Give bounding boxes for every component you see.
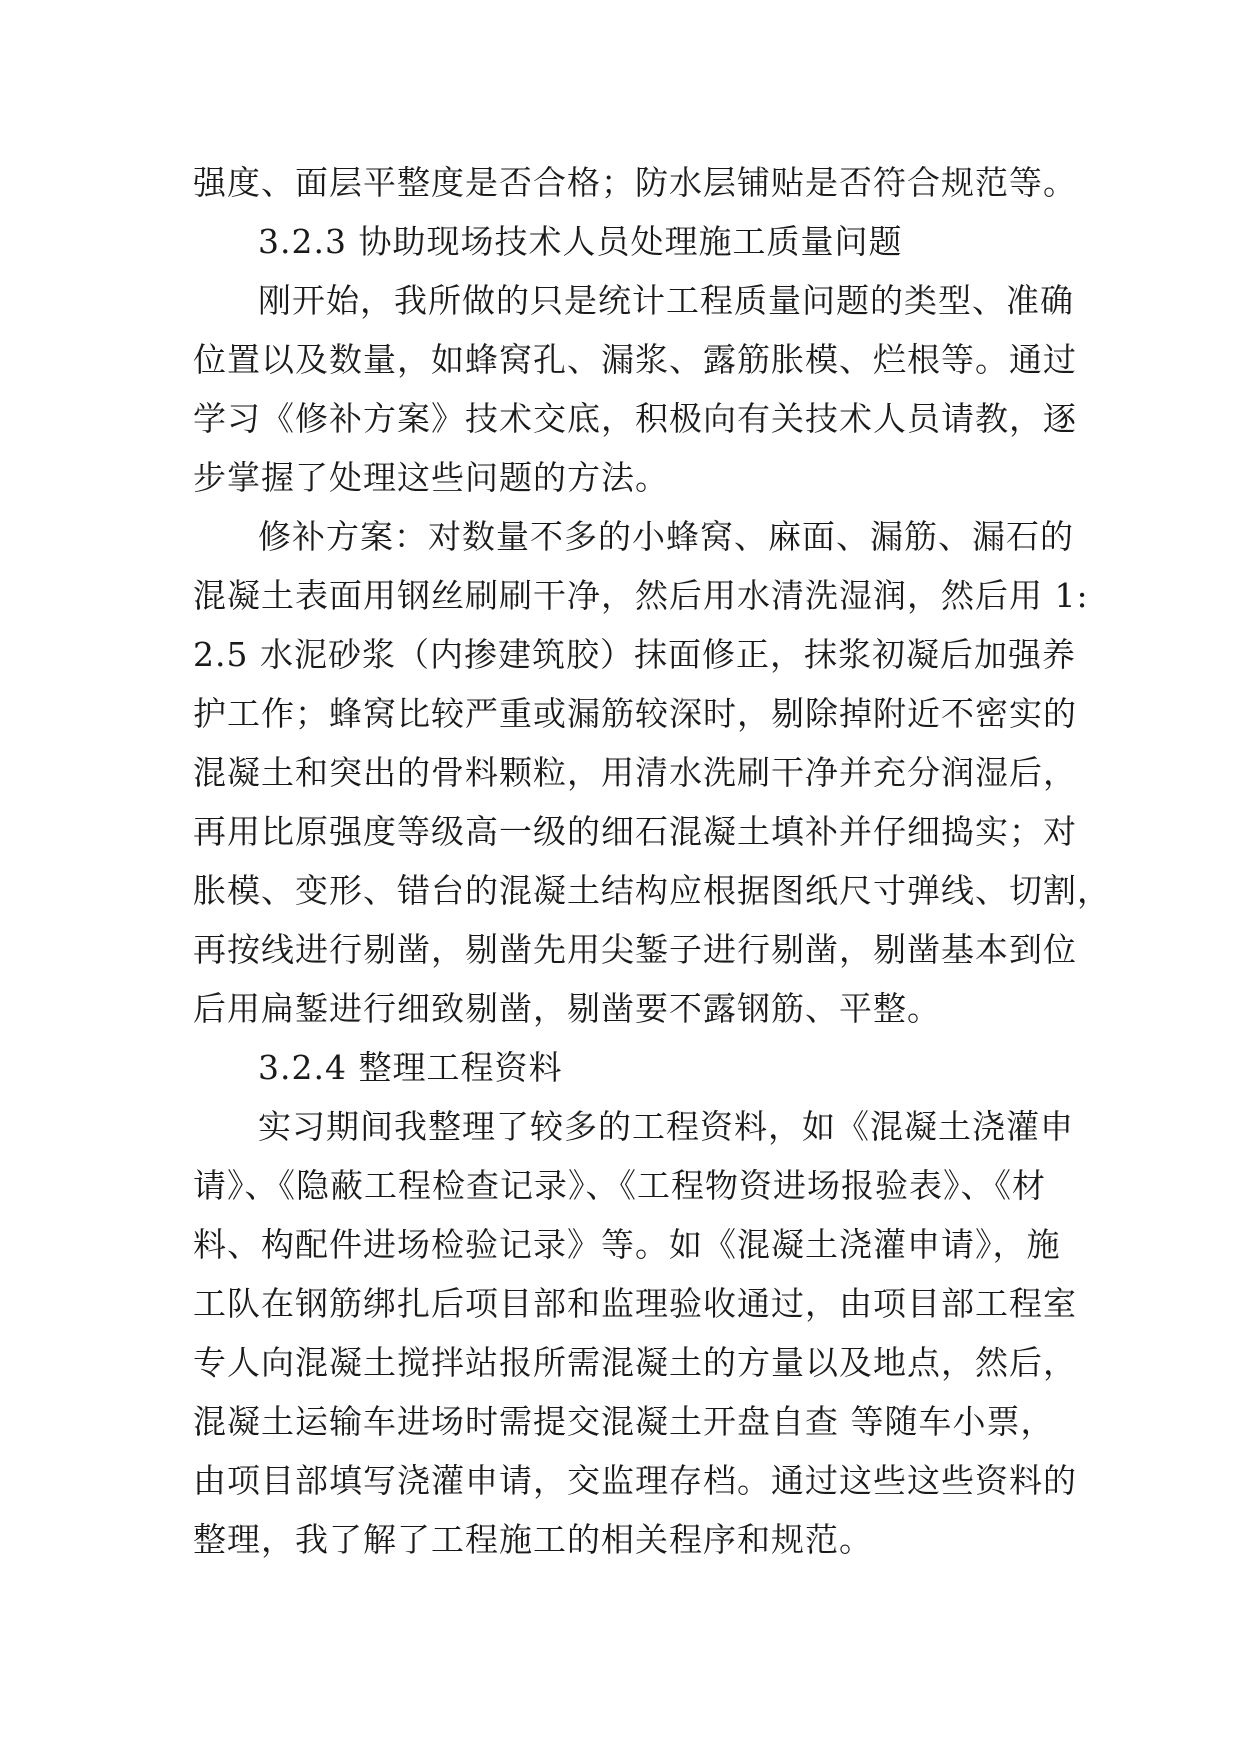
paragraph-line: 位置以及数量，如蜂窝孔、漏浆、露筋胀模、烂根等。通过 <box>193 340 1077 379</box>
paragraph-line: 整理，我了解了工程施工的相关程序和规范。 <box>193 1520 873 1559</box>
paragraph-line: 护工作；蜂窝比较严重或漏筋较深时，剔除掉附近不密实的 <box>193 694 1077 733</box>
paragraph-line: 料、构配件进场检验记录》等。如《混凝土浇灌申请》，施 <box>193 1225 1061 1264</box>
paragraph-line: 实习期间我整理了较多的工程资料，如《混凝土浇灌申 <box>258 1107 1074 1146</box>
paragraph-line: 2.5 水泥砂浆（内掺建筑胶）抹面修正，抹浆初凝后加强养 <box>193 635 1076 674</box>
paragraph-line: 刚开始，我所做的只是统计工程质量问题的类型、准确 <box>258 281 1074 320</box>
paragraph-line: 后用扁錾进行细致剔凿，剔凿要不露钢筋、平整。 <box>193 989 941 1028</box>
paragraph-line: 专人向混凝土搅拌站报所需混凝土的方量以及地点，然后， <box>193 1343 1077 1382</box>
paragraph-line: 由项目部填写浇灌申请，交监理存档。通过这些这些资料的 <box>193 1461 1077 1500</box>
paragraph-line: 混凝土和突出的骨料颗粒，用清水洗刷干净并充分润湿后， <box>193 753 1077 792</box>
paragraph-line: 步掌握了处理这些问题的方法。 <box>193 458 669 497</box>
section-heading-3-2-4: 3.2.4 整理工程资料 <box>258 1048 563 1087</box>
section-heading-3-2-3: 3.2.3 协助现场技术人员处理施工质量问题 <box>258 222 903 261</box>
paragraph-line: 再用比原强度等级高一级的细石混凝土填补并仔细捣实；对 <box>193 812 1077 851</box>
document-body <box>193 153 1111 1569</box>
paragraph-line: 混凝土表面用钢丝刷刷干净，然后用水清洗湿润，然后用 1: <box>193 576 1089 615</box>
paragraph-line: 强度、面层平整度是否合格；防水层铺贴是否符合规范等。 <box>193 163 1077 202</box>
paragraph-line: 修补方案：对数量不多的小蜂窝、麻面、漏筋、漏石的 <box>258 517 1074 556</box>
paragraph-line: 请》、《隐蔽工程检查记录》、《工程物资进场报验表》、《材 <box>193 1166 1046 1205</box>
paragraph-line: 学习《修补方案》技术交底，积极向有关技术人员请教，逐 <box>193 399 1077 438</box>
paragraph-line: 工队在钢筋绑扎后项目部和监理验收通过，由项目部工程室 <box>193 1284 1077 1323</box>
paragraph-line: 再按线进行剔凿，剔凿先用尖錾子进行剔凿，剔凿基本到位 <box>193 930 1077 969</box>
paragraph-line: 混凝土运输车进场时需提交混凝土开盘自查 等随车小票， <box>193 1402 1055 1441</box>
paragraph-line: 胀模、变形、错台的混凝土结构应根据图纸尺寸弹线、切割， <box>193 871 1111 910</box>
